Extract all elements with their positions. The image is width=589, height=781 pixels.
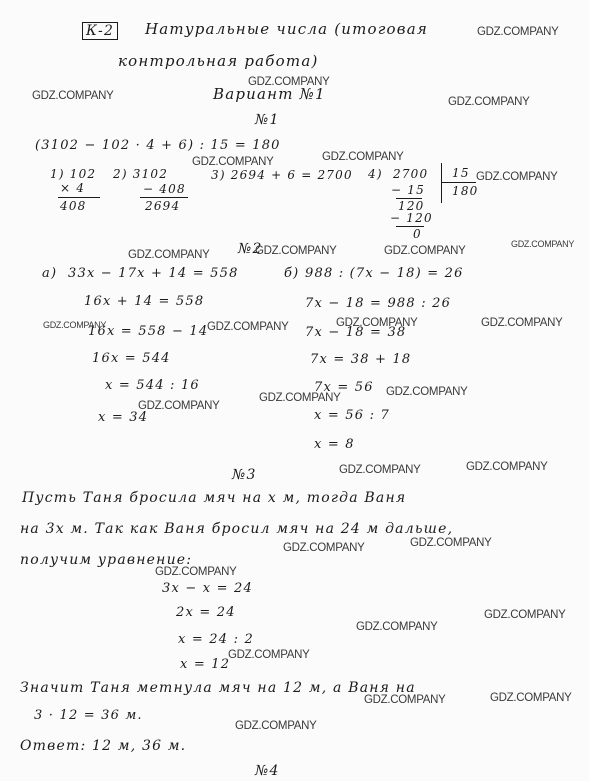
- watermark: GDZ.COMPANY: [128, 249, 210, 261]
- task2a-label: а): [42, 266, 58, 281]
- watermark: GDZ.COMPANY: [386, 386, 468, 398]
- division-row-1: − 15: [391, 183, 425, 197]
- task4-number: №4: [255, 763, 280, 779]
- task2b-line-7: x = 8: [314, 437, 355, 452]
- watermark: GDZ.COMPANY: [476, 171, 558, 183]
- step1-result: 408: [60, 199, 87, 213]
- step2-line2: − 408: [143, 182, 186, 196]
- watermark: GDZ.COMPANY: [384, 245, 466, 257]
- task3-number: №3: [232, 467, 257, 483]
- division-dividend: 2700: [393, 167, 429, 181]
- watermark: GDZ.COMPANY: [356, 621, 438, 633]
- step4-label: 4): [368, 167, 383, 181]
- division-row-4: 0: [413, 227, 422, 241]
- step2-line1: 2) 3102: [113, 167, 169, 181]
- task2b-line-4: 7x = 38 + 18: [310, 352, 412, 367]
- step3: 3) 2694 + 6 = 2700: [211, 168, 353, 182]
- task2b-line-5: 7x = 56: [314, 380, 374, 395]
- task2a-line-2: 16x + 14 = 558: [84, 294, 205, 309]
- watermark: GDZ.COMPANY: [322, 151, 404, 163]
- task2b-line-6: x = 56 : 7: [314, 408, 390, 423]
- watermark: GDZ.COMPANY: [484, 609, 566, 621]
- watermark: GDZ.COMPANY: [477, 26, 559, 38]
- division-divisor: 15: [452, 166, 470, 180]
- watermark: GDZ.COMPANY: [511, 239, 575, 249]
- watermark: GDZ.COMPANY: [155, 566, 237, 578]
- task2a-line-4: 16x = 544: [92, 351, 171, 366]
- watermark: GDZ.COMPANY: [192, 156, 274, 168]
- task1-number: №1: [255, 112, 280, 128]
- watermark: GDZ.COMPANY: [481, 317, 563, 329]
- task3-answer: Ответ: 12 м, 36 м.: [20, 738, 187, 754]
- task1-expression: (3102 − 102 · 4 + 6) : 15 = 180: [35, 138, 281, 153]
- task3-text-line-3: получим уравнение:: [20, 552, 193, 568]
- division-row-3: − 120: [390, 211, 433, 225]
- task2a-line-6: x = 34: [98, 410, 149, 425]
- watermark: GDZ.COMPANY: [207, 321, 289, 333]
- task3-conclusion-line-2: 3 · 12 = 36 м.: [34, 708, 143, 723]
- task3-text-line-1: Пусть Таня бросила мяч на x м, тогда Ваня: [22, 490, 407, 506]
- task3-text-line-2: на 3x м. Так как Ваня бросил мяч на 24 м дальше,: [20, 521, 454, 537]
- watermark: GDZ.COMPANY: [490, 692, 572, 704]
- task3-equation-1: 3x − x = 24: [162, 581, 253, 596]
- watermark: GDZ.COMPANY: [283, 542, 365, 554]
- watermark: GDZ.COMPANY: [248, 76, 330, 88]
- task2b-line-3: 7x − 18 = 38: [305, 325, 407, 340]
- watermark: GDZ.COMPANY: [336, 317, 418, 329]
- watermark: GDZ.COMPANY: [255, 245, 337, 257]
- step1-line2: × 4: [60, 181, 86, 195]
- watermark: GDZ.COMPANY: [259, 392, 341, 404]
- task3-equation-4: x = 12: [180, 657, 231, 672]
- watermark: GDZ.COMPANY: [466, 461, 548, 473]
- watermark: GDZ.COMPANY: [32, 90, 114, 102]
- title-line-1: Натуральные числа (итоговая: [145, 20, 428, 38]
- task2b-line-2: 7x − 18 = 988 : 26: [305, 296, 452, 311]
- division-row-2: 120: [398, 199, 425, 213]
- watermark: GDZ.COMPANY: [228, 649, 310, 661]
- watermark: GDZ.COMPANY: [235, 720, 317, 732]
- watermark: GDZ.COMPANY: [410, 537, 492, 549]
- step2-result: 2694: [145, 199, 181, 213]
- task3-equation-3: x = 24 : 2: [178, 632, 254, 647]
- task2b-label: б): [284, 266, 300, 281]
- watermark: GDZ.COMPANY: [43, 320, 107, 330]
- task2-number: №2: [238, 241, 263, 257]
- task2a-line-1: 33x − 17x + 14 = 558: [68, 266, 239, 281]
- watermark: GDZ.COMPANY: [448, 96, 530, 108]
- task2b-line-1: 988 : (7x − 18) = 26: [305, 266, 464, 281]
- task2a-line-5: x = 544 : 16: [105, 378, 200, 393]
- variant-code-box: К-2: [82, 22, 118, 40]
- watermark: GDZ.COMPANY: [339, 464, 421, 476]
- task3-equation-2: 2x = 24: [176, 605, 236, 620]
- division-quotient: 180: [452, 184, 479, 198]
- step1-line1: 1) 102: [50, 167, 97, 181]
- title-line-2: контрольная работа): [118, 52, 319, 70]
- task3-conclusion-line-1: Значит Таня метнула мяч на 12 м, а Ваня на: [20, 680, 416, 696]
- watermark: GDZ.COMPANY: [364, 694, 446, 706]
- variant-title: Вариант №1: [213, 85, 326, 103]
- task2a-line-3: 16x = 558 − 14: [88, 324, 209, 339]
- watermark: GDZ.COMPANY: [138, 400, 220, 412]
